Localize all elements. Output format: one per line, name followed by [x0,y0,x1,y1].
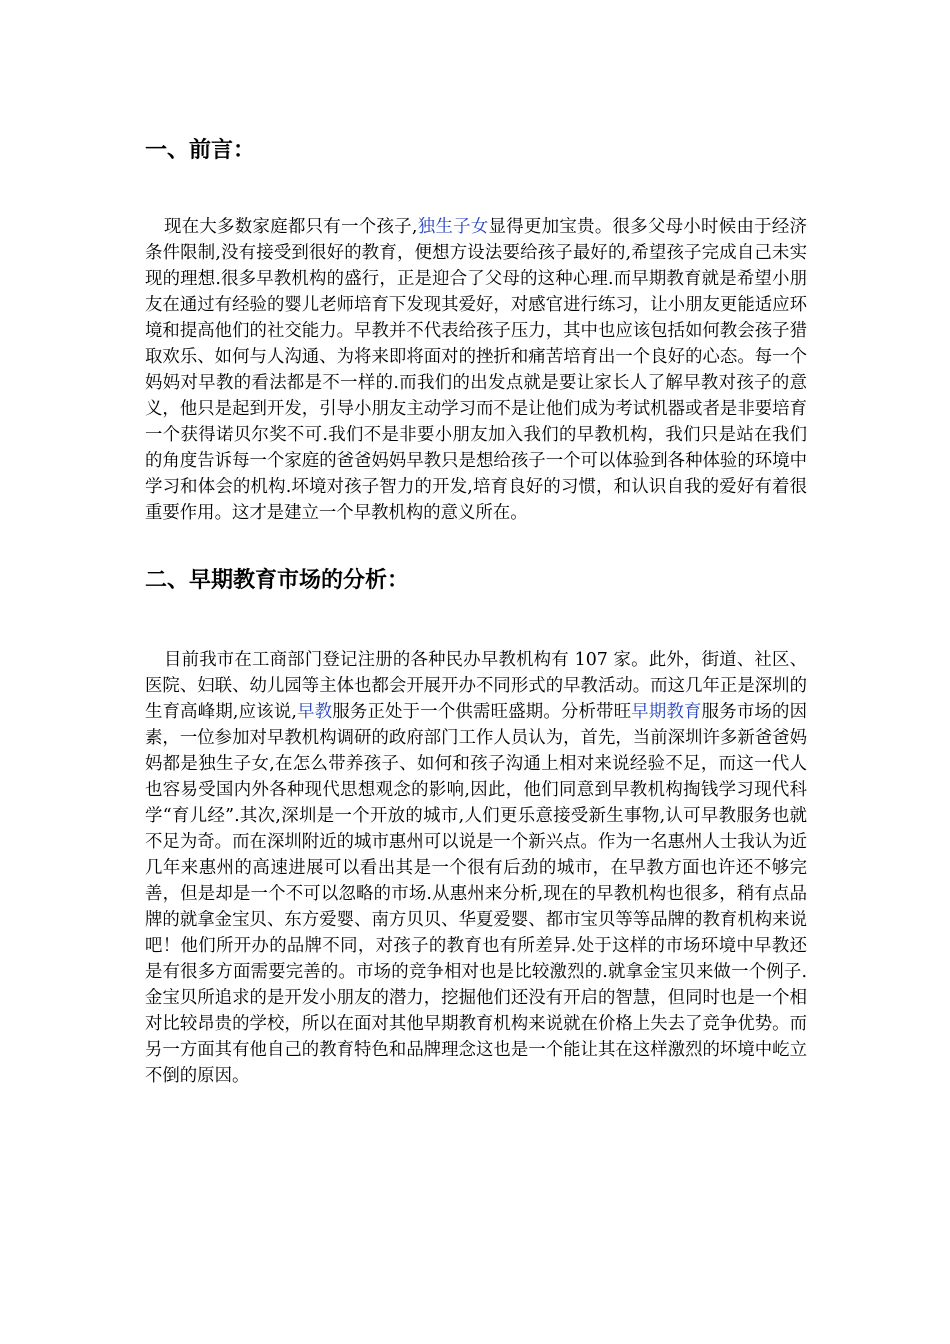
section-heading-market-analysis: 二、早期教育市场的分析： [145,568,410,593]
link-early-education-short[interactable]: 早教 [296,702,333,722]
section-heading-preface: 一、前言： [145,138,256,163]
text-segment: 服务市场的因素，一位参加对早教机构调研的政府部门工作人员认为，首先，当前深圳许多新爸爸妈妈都是独生子女,在怎么带养孩子、如何和孩子沟通上相对来说经验不足，而这一代人也容易受国内外各种现代思想观念的影响,因此，他们同意到早教机构掏钱学习现代科学“育儿经”.其次,深圳是一个开放的城市,人们更乐意接受新生事物,认可早教服务也就不足为奇。而在深圳附近的城市惠州可以说是一个新兴点。作为一名惠州人士我认为近几年来惠州的高速进展可以看出其是一个很有后劲的城市，在早教方面也许还不够完善，但是却是一个不可以忽略的市场.从惠州来分析,现在的早教机构也很多，稍有点品牌的就拿金宝贝、东方爱婴、南方贝贝、华夏爱婴、都市宝贝等等品牌的教育机构来说吧！他们所开办的品牌不同，对孩子的教育也有所差异.处于这样的市场环境中早教还是有很多方面需要完善的。市场的竞争相对也是比较激烈的.就拿金宝贝来做一个例子.金宝贝所追求的是开发小朋友的潜力，挖掘他们还没有开启的智慧，但同时也是一个相对比较昂贵的学校，所以在面对其他早期教育机构来说就在价格上失去了竞争优势。而另一方面其有他自己的教育特色和品牌理念这也是一个能让其在这样激烈的坏境中屹立不倒的原因。 [145,702,807,1086]
text-segment: 显得更加宝贵。很多父母小时候由于经济条件限制,没有接受到很好的教育，便想方设法要给孩子最好的,希望孩子完成自己未实现的理想.很多早教机构的盛行，正是迎合了父母的这种心理.而早期教育就是希望小朋友在通过有经验的婴儿老师培育下发现其爱好，对感官进行练习，让小朋友更能适应环境和提高他们的社交能力。早教并不代表给孩子压力，其中也应该包括如何教会孩子猎取欢乐、如何与人沟通、为将来即将面对的挫折和痛苦培育出一个良好的心态。每一个妈妈对早教的看法都是不一样的.而我们的出发点就是要让家长人了解早教对孩子的意义，他只是起到开发，引导小朋友主动学习而不是让他们成为考试机器或者是非要培育一个获得诺贝尔奖不可.我们不是非要小朋友加入我们的早教机构，我们只是站在我们的角度告诉每一个家庭的爸爸妈妈早教只是想给孩子一个可以体验到各种体验的环境中学习和体会的机构.坏境对孩子智力的开发,培育良好的习惯，和认识自我的爱好有着很重要作用。这才是建立一个早教机构的意义所在。 [145,217,807,523]
text-segment: 现在大多数家庭都只有一个孩子, [164,217,418,237]
text-segment: 目前我市在工商部门登记注册的各种民办早教机构有 107 家。此外，街道、社区、医院、妇联、幼儿园等主体也都会开展开办不同形式的早教活动。而这几年正是深圳的生育高峰期,应该说, [145,650,807,722]
text-segment: 服务正处于一个供需旺盛期。分析带旺 [332,702,632,722]
link-early-childhood-education[interactable]: 早期教育 [631,702,702,722]
paragraph-market-analysis [145,647,807,1089]
paragraph-preface [145,214,807,526]
link-only-child[interactable]: 独生子女 [417,217,489,237]
